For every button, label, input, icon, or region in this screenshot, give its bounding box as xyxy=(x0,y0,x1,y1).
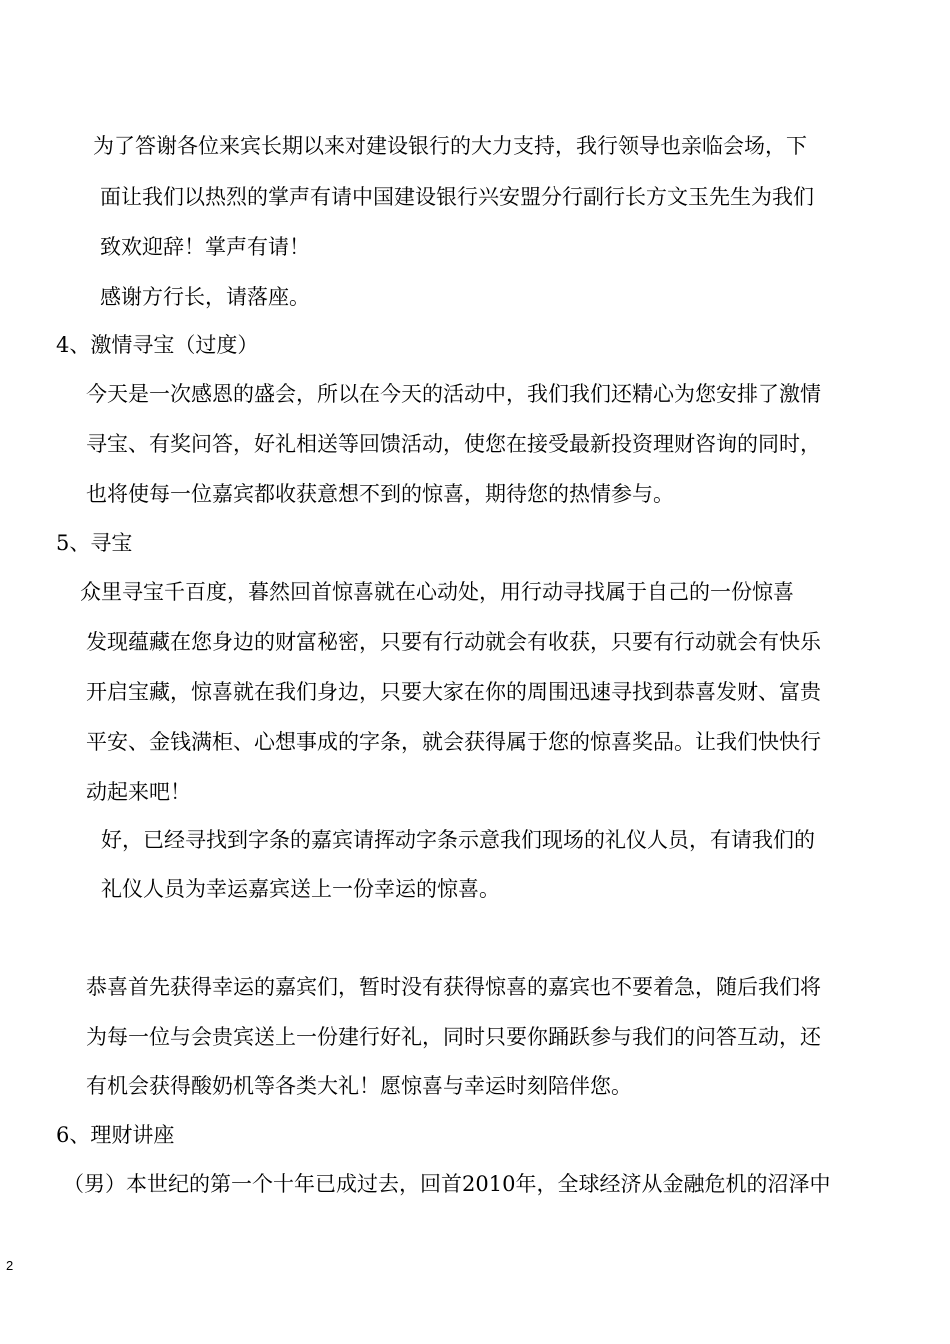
welcome-line-3: 致欢迎辞！掌声有请！ xyxy=(100,235,310,259)
section-4-heading: 4、激情寻宝（过度） xyxy=(56,333,259,357)
welcome-line-2: 面让我们以热烈的掌声有请中国建设银行兴安盟分行副行长方文玉先生为我们 xyxy=(100,185,814,209)
section-5-line-9: 为每一位与会贵宾送上一份建行好礼，同时只要你踊跃参与我们的问答互动，还 xyxy=(86,1025,821,1049)
welcome-line-4: 感谢方行长，请落座。 xyxy=(100,285,310,309)
section-5-line-1: 众里寻宝千百度，暮然回首惊喜就在心动处，用行动寻找属于自己的一份惊喜 xyxy=(80,580,794,604)
section-5-line-4: 平安、金钱满柜、心想事成的字条，就会获得属于您的惊喜奖品。让我们快快行 xyxy=(86,730,821,754)
section-5-line-6: 好，已经寻找到字条的嘉宾请挥动字条示意我们现场的礼仪人员，有请我们的 xyxy=(101,828,815,852)
section-4-line-2: 寻宝、有奖问答，好礼相送等回馈活动，使您在接受最新投资理财咨询的同时， xyxy=(86,432,821,456)
section-4-line-1: 今天是一次感恩的盛会，所以在今天的活动中，我们我们还精心为您安排了激情 xyxy=(86,382,821,406)
section-5-line-7: 礼仪人员为幸运嘉宾送上一份幸运的惊喜。 xyxy=(101,877,500,901)
page-number: 2 xyxy=(6,1258,14,1273)
section-5-line-8: 恭喜首先获得幸运的嘉宾们，暂时没有获得惊喜的嘉宾也不要着急，随后我们将 xyxy=(86,975,821,999)
section-5-line-5: 动起来吧！ xyxy=(86,780,191,804)
section-5-heading: 5、寻宝 xyxy=(56,531,133,555)
section-4-line-3: 也将使每一位嘉宾都收获意想不到的惊喜，期待您的热情参与。 xyxy=(86,482,674,506)
section-6-heading: 6、理财讲座 xyxy=(56,1123,175,1147)
section-5-line-10: 有机会获得酸奶机等各类大礼！愿惊喜与幸运时刻陪伴您。 xyxy=(86,1074,632,1098)
welcome-line-1: 为了答谢各位来宾长期以来对建设银行的大力支持，我行领导也亲临会场，下 xyxy=(93,134,807,158)
section-5-line-2: 发现蕴藏在您身边的财富秘密，只要有行动就会有收获，只要有行动就会有快乐 xyxy=(86,630,821,654)
section-5-line-3: 开启宝藏，惊喜就在我们身边，只要大家在你的周围迅速寻找到恭喜发财、富贵 xyxy=(86,680,821,704)
section-6-line-1: （男）本世纪的第一个十年已成过去，回首2010年，全球经济从金融危机的沼泽中 xyxy=(63,1172,831,1196)
